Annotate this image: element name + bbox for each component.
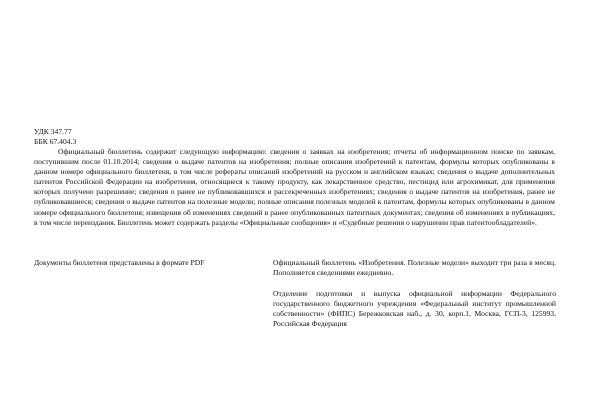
right-column: [273, 258, 556, 330]
frequency-note: Официальный бюллетень «Изобретения. Полезные модели» выходит три раза в месяц. Пополняется сведениями ежедневно.: [273, 258, 556, 278]
bulletin-contents-paragraph: Официальный бюллетень содержит следующую информацию: сведения о заявках на изобретения; отчеты об информационном поиске по заявкам, поступившим после 01.10.2014; сведения о выдаче патентов на изобретения; полные описания изобретений к патентам, формулы которых опубликованы в данном номере официального бюллетеня, в том числе рефераты описаний изобретений на русском и английском языках; сведения о выдаче дополнительных патентов Российской Федерации на изобретения, относящиеся к такому продукту, как лекарственное средство, пестицид или агрохимикат, для применения которых получено разрешение; сведения о ранее не публиковавшихся и рассекреченных изобретениях; сведения о выдаче патентов на изобретения, ранее не публиковавшиеся; сведения о выдаче патентов на полезные модели; полные описания полезных моделей к патентам, формулы которых опубликованы в данном номере официального бюллетеня; извещения об изменениях сведений в ранее опубликованных патентных документах; сведения об изменениях в публикациях, в том числе переиздания. Бюллетень может содержать разделы «Официальные сообщения» и «Судебные решения о нарушении прав патентообладателей».: [34, 147, 555, 227]
udk-code: УДК 347.77: [34, 127, 72, 136]
classification-codes: [34, 127, 76, 147]
spacer: [273, 278, 556, 289]
bbk-code: ББК 67.404.3: [34, 137, 77, 146]
formats-note: Документы бюллетеня представлены в формате PDF: [34, 258, 205, 267]
publisher-info: Отделение подготовки и выпуска официальной информации Федерального государственного бюджетного учреждения «Федеральный институт промышленной собственности» (ФИПС) Бережковская наб., д. 30, корп.1, Москва, ГСП-3, 125993, Российская Федерация: [273, 289, 556, 329]
